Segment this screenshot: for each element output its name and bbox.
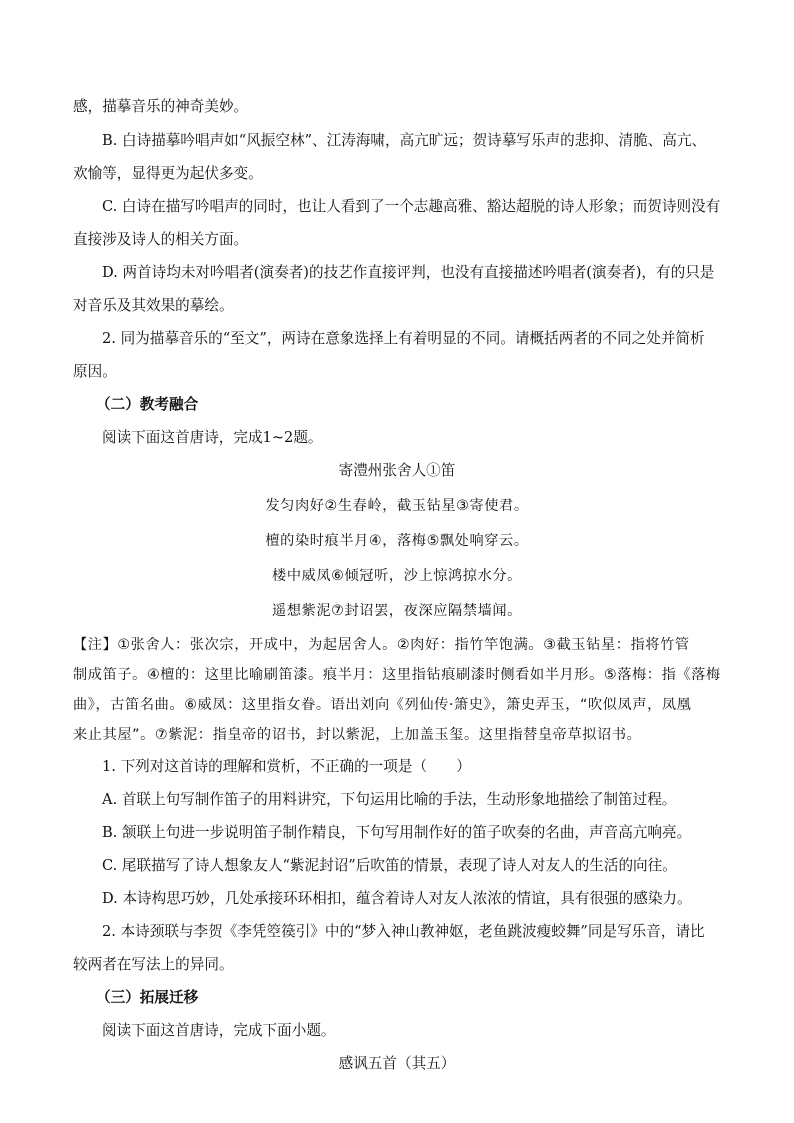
poem-notes-line-3: 曲》，古笛名曲。⑥威凤：这里指女眷。语出刘向《列仙传·箫史》，箫史弄玉，“吹似凤声，凤凰	[73, 697, 692, 713]
section-heading-2: （二）教考融合	[96, 396, 199, 413]
question-2-line-2: 原因。	[73, 363, 117, 380]
option-b-line-2: 欢愉等，显得更为起伏多变。	[73, 165, 263, 182]
option-a-continuation: 感，描摹音乐的神奇美妙。	[73, 98, 249, 115]
question-1-option-c: C. 尾联描写了诗人想象友人“紫泥封诏”后吹笛的情景，表现了诗人对友人的生活的向往。	[102, 857, 677, 874]
question-1-stem: 1. 下列对这首诗的理解和赏析，不正确的一项是（ ）	[102, 758, 471, 775]
poem-1-line-3: 楼中威凤⑥倾冠听，沙上惊鸿掠水分。	[272, 568, 522, 584]
poem-notes-line-4: 来止其屋”。⑦紫泥：指皇帝的诏书，封以紫泥，上加盖玉玺。这里指替皇帝草拟诏书。	[73, 727, 642, 743]
option-d-line-1: D. 两首诗均未对吟唱者(演奏者)的技艺作直接评判，也没有直接描述吟唱者(演奏者)，有的只是	[102, 264, 715, 281]
option-b-line-1: B. 白诗描摹吟唱声如“风振空林”、江涛海啸，高亢旷远；贺诗摹写乐声的悲抑、清脆、高亢、	[102, 132, 707, 149]
reading-instruction-1: 阅读下面这首唐诗，完成1~2题。	[102, 429, 323, 446]
poem-title-2: 感讽五首（其五）	[338, 1055, 456, 1072]
poem-1-line-2: 檀的染时痕半月④，落梅⑤飘处响穿云。	[265, 533, 529, 549]
section-heading-3: （三）拓展迁移	[96, 989, 199, 1006]
option-c-line-2: 直接涉及诗人的相关方面。	[73, 231, 249, 248]
poem-notes-line-1: 【注】①张舍人：张次宗，开成中，为起居舍人。②肉好：指竹竿饱满。③截玉钻星：指将竹管	[73, 637, 690, 653]
question-2-line-1: 2. 同为描摹音乐的“至文”，两诗在意象选择上有着明显的不同。请概括两者的不同之处并简析	[102, 330, 705, 347]
question-1-option-a: A. 首联上句写制作笛子的用料讲究，下句运用比喻的手法，生动形象地描绘了制笛过程。	[102, 791, 677, 808]
poem-1-line-4: 遥想紫泥⑦封诏罢，夜深应隔禁墙闻。	[272, 603, 522, 619]
option-d-line-2: 对音乐及其效果的摹绘。	[73, 297, 234, 314]
question-1-option-b: B. 颔联上句进一步说明笛子制作精良，下句写用制作好的笛子吹奏的名曲，声音高亢响亮。	[102, 824, 692, 841]
reading-instruction-2: 阅读下面这首唐诗，完成下面小题。	[102, 1022, 336, 1039]
poem-notes-line-2: 制成笛子。④檀的：这里比喻刷笛漆。痕半月：这里指钻痕刷漆时侧看如半月形。⑤落梅：指《落梅	[73, 667, 721, 683]
poem-title-1: 寄澧州张舍人①笛	[338, 462, 456, 479]
question-1-option-d: D. 本诗构思巧妙，几处承接环环相扣，蕴含着诗人对友人浓浓的情谊，具有很强的感染力。	[102, 890, 692, 907]
option-c-line-1: C. 白诗在描写吟唱声的同时，也让人看到了一个志趣高雅、豁达超脱的诗人形象；而贺诗则没有	[102, 198, 721, 215]
poem-1-line-1: 发匀肉好②生春岭，截玉钻星③寄使君。	[265, 498, 529, 514]
question-2b-line-2: 较两者在写法上的异同。	[73, 956, 234, 973]
question-2b-line-1: 2. 本诗颈联与李贺《李凭箜篌引》中的“梦入神山教神妪，老鱼跳波瘦蛟舞”同是写乐音，请比	[102, 923, 705, 940]
